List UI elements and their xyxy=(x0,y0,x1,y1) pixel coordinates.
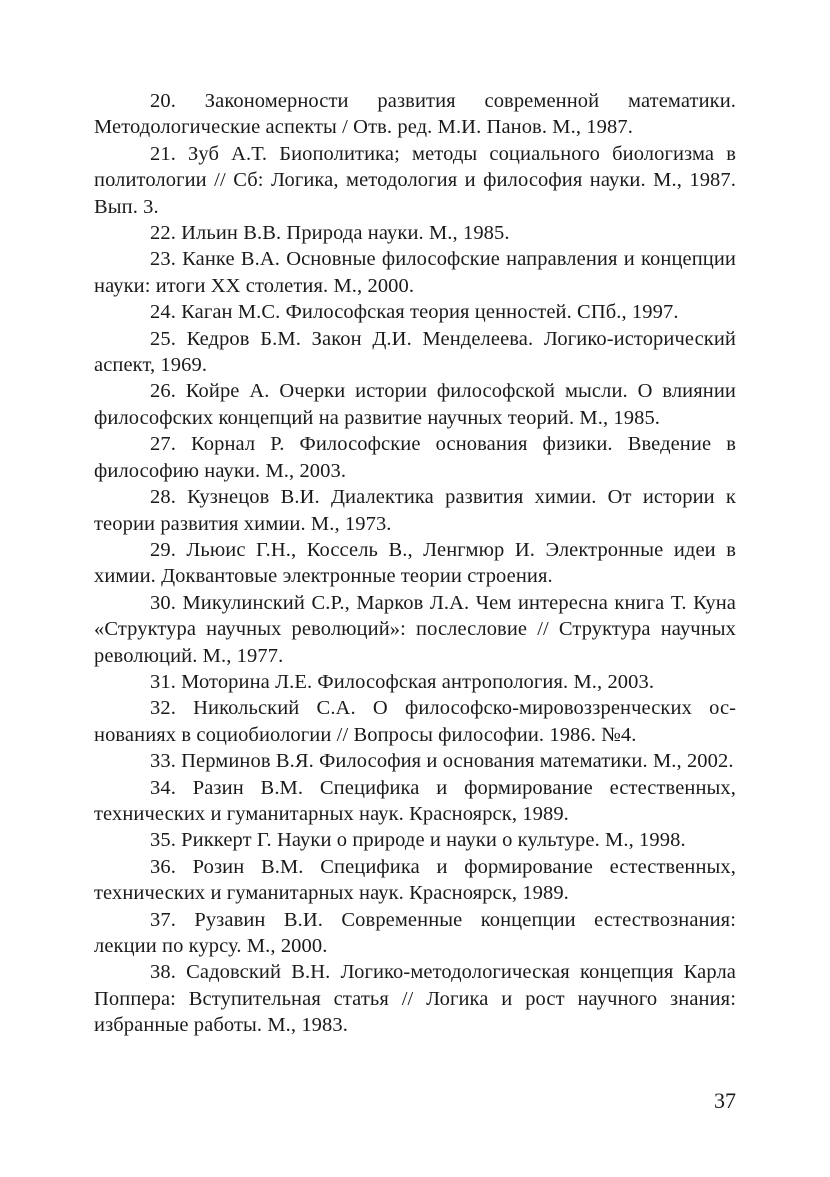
reference-entry-22: 22. Ильин В.В. Природа науки. М., 1985. xyxy=(150,222,510,245)
reference-entry-33: 33. Перминов В.Я. Философия и основания математики. М., 2002. xyxy=(150,750,734,773)
reference-list xyxy=(94,88,736,1039)
reference-entry-36: 36. Розин В.М. Специфика и формирование естественных, технических и гуманитарных наук. Красноярск, 1989. xyxy=(94,855,736,905)
reference-entry-29: 29. Льюис Г.Н., Коссель В., Ленгмюр И. Электронные идеи в химии. Доквантовые электронные теории строения. xyxy=(94,538,736,588)
reference-entry-35: 35. Риккерт Г. Науки о природе и науки о культуре. М., 1998. xyxy=(150,829,686,852)
reference-entry-21: 21. Зуб А.Т. Биополитика; методы социального биологизма в политологии // Сб: Логика, методология и философия науки. М., 1987. Вып. 3. xyxy=(94,142,736,218)
bibliography-page xyxy=(94,88,736,1039)
reference-entry-23: 23. Канке В.А. Основные философские направления и концепции науки: итоги XX столетия. М., 2000. xyxy=(94,248,736,297)
reference-entry-30: 30. Микулинский С.Р., Марков Л.А. Чем интересна книга Т. Куна «Структура научных революций»: послесловие // Структура научных революций. М., 1977. xyxy=(94,591,736,667)
reference-entry-28: 28. Кузнецов В.И. Диалектика развития химии. От истории к теории развития химии. М., 1973. xyxy=(94,486,736,535)
reference-entry-27: 27. Корнал Р. Философские основания физики. Введение в философию науки. М., 2003. xyxy=(94,433,736,482)
reference-entry-31: 31. Моторина Л.Е. Философская антропология. М., 2003. xyxy=(150,670,655,693)
reference-entry-20: 20. Закономерности развития современной математики. Методологические аспекты / Отв. ред. М.И. Панов. М., 1987. xyxy=(94,90,736,139)
reference-entry-32: 32. Никольский С.А. О философско-мировоззренческих основаниях в социобиологии // Вопросы философии. 1986. №4. xyxy=(94,697,736,746)
reference-entry-25: 25. Кедров Б.М. Закон Д.И. Менделеева. Логико-исторический аспект, 1969. xyxy=(94,327,736,377)
reference-entry-24: 24. Каган М.С. Философская теория ценностей. СПб., 1997. xyxy=(150,301,679,324)
page-number: 37 xyxy=(714,1088,736,1113)
reference-entry-34: 34. Разин В.М. Специфика и формирование естественных, технических и гуманитарных наук. Красноярск, 1989. xyxy=(94,776,736,825)
reference-entry-37: 37. Рузавин В.И. Современные концепции естествознания: лекции по курсу. М., 2000. xyxy=(94,908,736,957)
reference-entry-38: 38. Садовский В.Н. Логико-методологическая концепция Карла Поппера: Вступительная статья // Логика и рост научного знания: избранные работы. М., 1983. xyxy=(94,961,736,1037)
reference-entry-26: 26. Койре А. Очерки истории философской мысли. О влиянии философских концепций на развитие научных теорий. М., 1985. xyxy=(94,380,736,429)
